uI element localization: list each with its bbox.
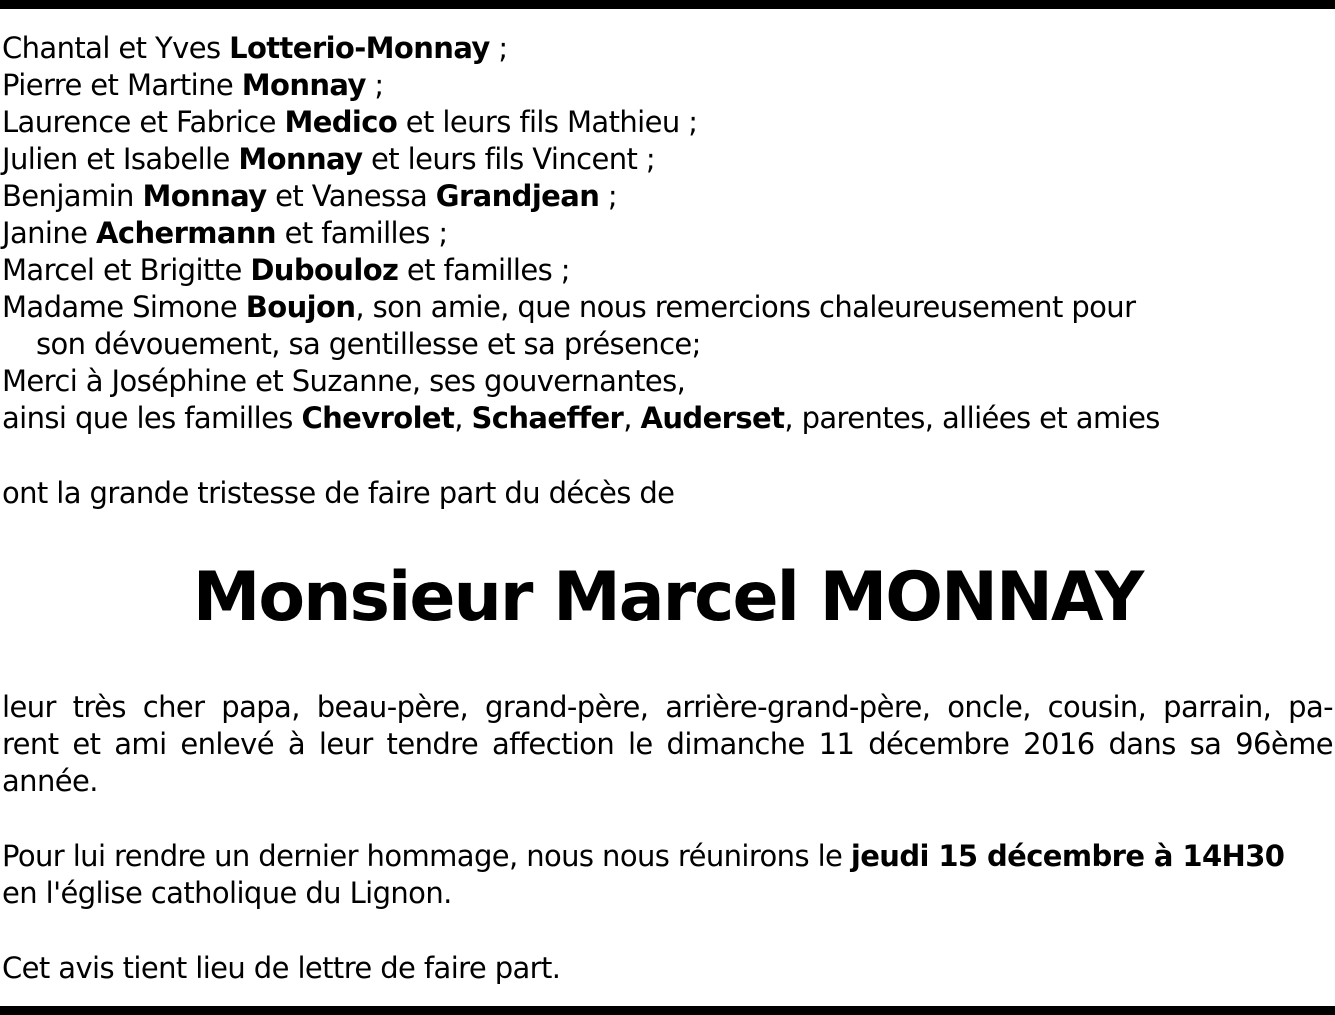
ceremony-date-time: jeudi 15 décembre à 14H30 xyxy=(850,839,1285,873)
announcement-line: ont la grande tristesse de faire part du décès de xyxy=(2,476,675,510)
family-list xyxy=(2,30,1333,437)
family-text: Benjamin xyxy=(2,179,143,213)
family-line xyxy=(2,326,1333,363)
family-line xyxy=(2,104,1333,141)
family-surname: Chevrolet xyxy=(301,401,455,435)
family-surname: Monnay xyxy=(142,179,267,213)
family-text: Chantal et Yves xyxy=(2,31,230,65)
family-surname: Grandjean xyxy=(435,179,600,213)
family-surname: Lotterio-Monnay xyxy=(229,31,490,65)
family-surname: Schaeffer xyxy=(471,401,624,435)
family-text: son dévouement, sa gentillesse et sa présence; xyxy=(36,327,701,361)
family-text: ; xyxy=(365,68,384,102)
family-line xyxy=(2,363,1333,400)
closing-paragraph xyxy=(2,950,1333,987)
family-line xyxy=(2,215,1333,252)
family-line xyxy=(2,178,1333,215)
family-text: Pierre et Martine xyxy=(2,68,242,102)
family-text: et leurs fils Vincent ; xyxy=(362,142,656,176)
family-text: ainsi que les familles xyxy=(2,401,302,435)
ceremony-line-1 xyxy=(2,838,1333,875)
family-surname: Monnay xyxy=(241,68,366,102)
ceremony-location: en l'église catholique du Lignon. xyxy=(2,876,452,910)
family-text: Laurence et Fabrice xyxy=(2,105,285,139)
family-text: Julien et Isabelle xyxy=(2,142,239,176)
announcement-text xyxy=(2,475,1333,512)
family-surname: Boujon xyxy=(245,290,356,324)
family-text: Janine xyxy=(2,216,97,250)
family-line xyxy=(2,67,1333,104)
family-text: , son amie, que nous remercions chaleureusement pour xyxy=(355,290,1136,324)
top-border-rule xyxy=(0,0,1335,9)
family-text: , xyxy=(454,401,472,435)
family-surname: Medico xyxy=(284,105,398,139)
family-surname: Monnay xyxy=(238,142,363,176)
family-text: ; xyxy=(489,31,508,65)
family-text: ; xyxy=(599,179,618,213)
deceased-name: Monsieur Marcel MONNAY xyxy=(192,558,1143,637)
family-line xyxy=(2,141,1333,178)
family-line xyxy=(2,30,1333,67)
family-text: Merci à Joséphine et Suzanne, ses gouvernantes, xyxy=(2,364,686,398)
family-text: Marcel et Brigitte xyxy=(2,253,251,287)
family-text: et Vanessa xyxy=(266,179,436,213)
family-text: et familles ; xyxy=(398,253,570,287)
description-line-2: rent et ami enlevé à leur tendre affection le dimanche 11 décembre 2016 dans sa 96ème xyxy=(2,727,1333,761)
description-line-3: année. xyxy=(2,764,98,798)
family-surname: Achermann xyxy=(96,216,276,250)
bottom-border-rule xyxy=(0,1006,1335,1015)
family-line xyxy=(2,289,1333,326)
family-surname: Auderset xyxy=(640,401,785,435)
family-text: Madame Simone xyxy=(2,290,246,324)
family-surname: Dubouloz xyxy=(250,253,399,287)
family-text: et leurs fils Mathieu ; xyxy=(397,105,698,139)
family-text: , xyxy=(623,401,641,435)
ceremony-paragraph xyxy=(2,838,1333,912)
family-text: , parentes, alliées et amies xyxy=(784,401,1160,435)
description-paragraph xyxy=(2,689,1333,800)
family-text: et familles ; xyxy=(275,216,448,250)
description-line-1: leur très cher papa, beau-père, grand-père, arrière-grand-père, oncle, cousin, parrain, pa- xyxy=(2,690,1333,724)
family-line xyxy=(2,252,1333,289)
ceremony-intro: Pour lui rendre un dernier hommage, nous nous réunirons le xyxy=(2,839,851,873)
family-line xyxy=(2,400,1333,437)
closing-line: Cet avis tient lieu de lettre de faire part. xyxy=(2,951,561,985)
